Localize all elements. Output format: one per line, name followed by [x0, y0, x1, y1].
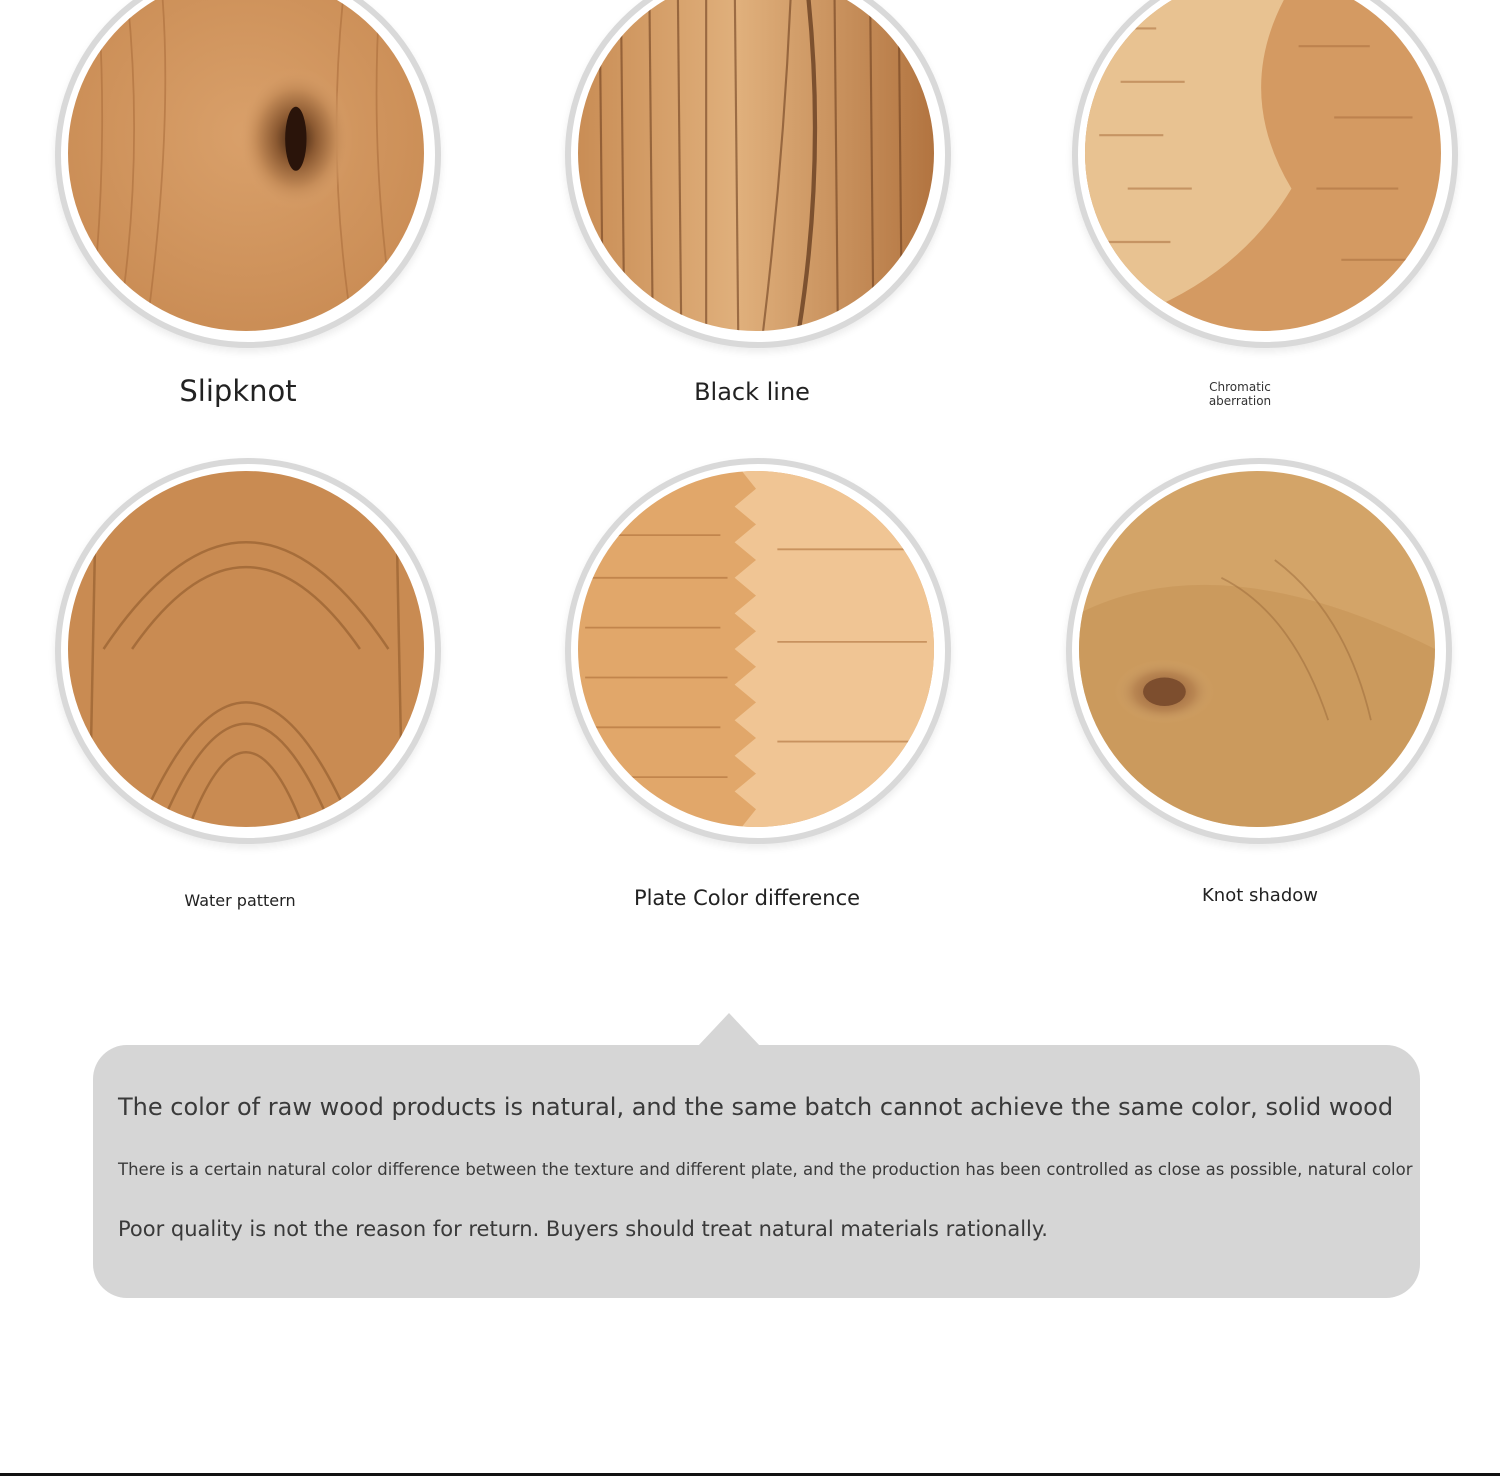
sample-label: Knot shadow: [1202, 885, 1318, 906]
note-line-2: There is a certain natural color difference between the texture and different plate, and the production has been controlled as close as possible, natural color: [118, 1160, 1413, 1179]
note-line-1: The color of raw wood products is natural, and the same batch cannot achieve the same color, solid wood: [118, 1093, 1394, 1121]
note-pointer: [698, 1013, 760, 1046]
sample-label: Water pattern: [184, 891, 296, 910]
sample-label: Slipknot: [179, 374, 297, 408]
sample-label: Plate Color difference: [633, 886, 861, 910]
knot-shadow-photo: [1079, 471, 1435, 827]
plate-color-difference-photo: [578, 471, 934, 827]
water-pattern-photo: [68, 471, 424, 827]
sample-label: Black line: [694, 378, 810, 406]
sample-label-line: Chromatic: [1209, 380, 1271, 394]
sample-label: [1190, 380, 1290, 408]
note-line-3: Poor quality is not the reason for return. Buyers should treat natural materials rationally.: [118, 1217, 1048, 1241]
sample-label-line: aberration: [1208, 394, 1272, 408]
